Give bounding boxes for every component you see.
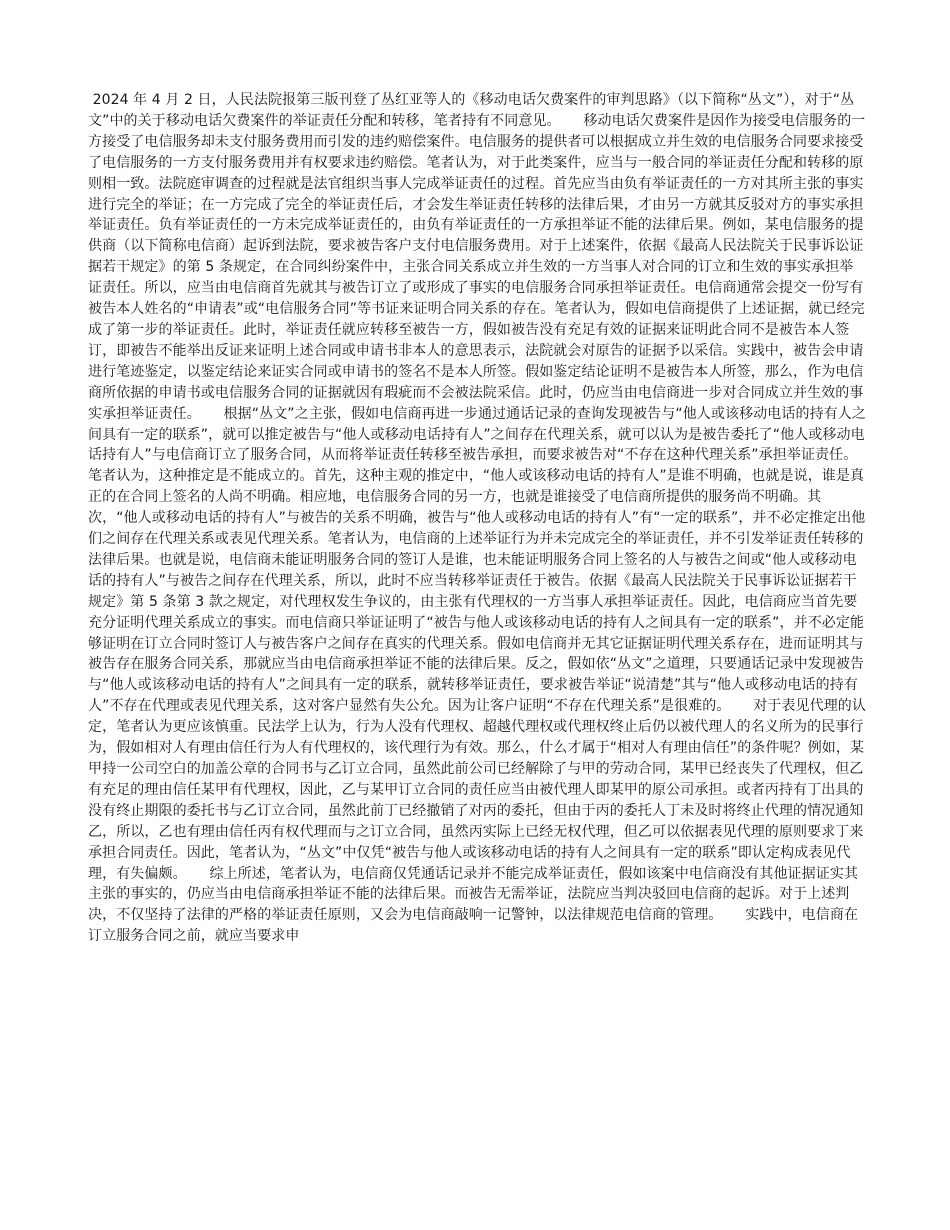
article-body: 2024 年 4 月 2 日，人民法院报第三版刊登了丛红亚等人的《移动电话欠费案件的审判思路》（以下简称“丛文”），对于“丛文”中的关于移动电话欠费案件的举证责任分配和转移，笔者持有不同意见。 移动电话欠费案件是因作为接受电信服务的一方接受了电信服务却未支付服务费用而引发的违约赔偿案件。电信服务的提供者可以根据成立并生效的电信服务合同要求接受了电信服务的一方支付服务费用并有权要求违约赔偿。笔者认为，对于此类案件，应当与一般合同的举证责任分配和转移的原则相一致。法院庭审调查的过程就是法官组织当事人完成举证责任的过程。首先应当由负有举证责任的一方对其所主张的事实进行完全的举证；在一方完成了完全的举证责任后，才会发生举证责任转移的法律后果，才由另一方就其反驳对方的事实承担举证责任。负有举证责任的一方未完成举证责任的，由负有举证责任的一方承担举证不能的法律后果。例如，某电信服务的提供商（以下简称电信商）起诉到法院，要求被告客户支付电信服务费用。对于上述案件，依据《最高人民法院关于民事诉讼证据若干规定》的第 5 条规定，在合同纠纷案件中，主张合同关系成立并生效的一方当事人对合同的订立和生效的事实承担举证责任。所以，应当由电信商首先就其与被告订立了或形成了事实的电信服务合同承担举证责任。电信商通常会提交一份写有被告本人姓名的“申请表”或“电信服务合同”等书证来证明合同关系的存在。笔者认为，假如电信商提供了上述证据，就已经完成了第一步的举证责任。此时，举证责任就应转移至被告一方，假如被告没有充足有效的证据来证明此合同不是被告本人签订，即被告不能举出反证来证明上述合同或申请书非本人的意思表示，法院就会对原告的证据予以采信。实践中，被告会申请进行笔迹鉴定，以鉴定结论来证实合同或申请书的签名不是本人所签。假如鉴定结论证明不是被告本人所签，那么，作为电信商所依据的申请书或电信服务合同的证据就因有瑕疵而不会被法院采信。此时，仍应当由电信商进一步对合同成立并生效的事实承担举证责任。 根据“丛文”之主张，假如电信商再进一步通过通话记录的查询发现被告与“他人或该移动电话的持有人之间具有一定的联系”，就可以推定被告与“他人或移动电话持有人”之间存在代理关系，就可以认为是被告委托了“他人或移动电话持有人”与电信商订立了服务合同，从而将举证责任转移至被告承担，而要求被告对“不存在这种代理关系”承担举证责任。笔者认为，这种推定是不能成立的。首先，这种主观的推定中，“他人或该移动电话的持有人”是谁不明确，也就是说，谁是真正的在合同上签名的人尚不明确。相应地，电信服务合同的另一方，也就是谁接受了电信商所提供的服务尚不明确。其次，“他人或移动电话的持有人”与被告的关系不明确，被告与“他人或移动电话的持有人”有“一定的联系”，并不必定推定出他们之间存在代理关系或表见代理关系。笔者认为，电信商的上述举证行为并未完成完全的举证责任，并不引发举证责任转移的法律后果。也就是说，电信商未能证明服务合同的签订人是谁，也未能证明服务合同上签名的人与被告之间或“他人或移动电话的持有人”与被告之间存在代理关系，所以，此时不应当转移举证责任于被告。依据《最高人民法院关于民事诉讼证据若干规定》第 5 条第 3 款之规定，对代理权发生争议的，由主张有代理权的一方当事人承担举证责任。因此，电信商应当首先要充分证明代理关系成立的事实。而电信商只举证证明了“被告与他人或该移动电话的持有人之间具有一定的联系”，并不必定能够证明在订立合同时签订人与被告客户之间存在真实的代理关系。假如电信商并无其它证据证明代理关系存在，进而证明其与被告存在服务合同关系，那就应当由电信商承担举证不能的法律后果。反之，假如依“丛文”之道理，只要通话记录中发现被告与“他人或该移动电话的持有人”之间具有一定的联系，就转移举证责任，要求被告举证“说清楚”其与“他人或移动电话的持有人”不存在代理或表见代理关系，这对客户显然有失公允。因为让客户证明“不存在代理关系”是很难的。 对于表见代理的认定，笔者认为更应该慎重。民法学上认为，行为人没有代理权、超越代理权或代理权终止后仍以被代理人的名义所为的民事行为，假如相对人有理由信任行为人有代理权的，该代理行为有效。那么，什么才属于“相对人有理由信任”的条件呢？例如，某甲持一公司空白的加盖公章的合同书与乙订立合同，虽然此前公司已经解除了与甲的劳动合同，某甲已经丧失了代理权，但乙有充足的理由信任某甲有代理权，因此，乙与某甲订立合同的责任应当由被代理人即某甲的原公司承担。或者丙持有丁出具的没有终止期限的委托书与乙订立合同，虽然此前丁已经撤销了对丙的委托，但由于丙的委托人丁未及时将终止代理的情况通知乙，所以，乙也有理由信任丙有权代理而与之订立合同，虽然丙实际上已经无权代理，但乙可以依据表见代理的原则要求丁来承担合同责任。因此，笔者认为，“丛文”中仅凭“被告与他人或该移动电话的持有人之间具有一定的联系”即认定构成表见代理，有失偏颇。 综上所述，笔者认为，电信商仅凭通话记录并不能完成举证责任，假如该案中电信商没有其他证据证实其主张的事实的，仍应当由电信商承担举证不能的法律后果。而被告无需举证，法院应当判决驳回电信商的起诉。对于上述判决，不仅坚持了法律的严格的举证责任原则，又会为电信商敲响一记警钟，以法律规范电信商的管理。 实践中，电信商在订立服务合同之前，就应当要求申 xyxy=(88,92,867,945)
document-page xyxy=(88,90,866,947)
